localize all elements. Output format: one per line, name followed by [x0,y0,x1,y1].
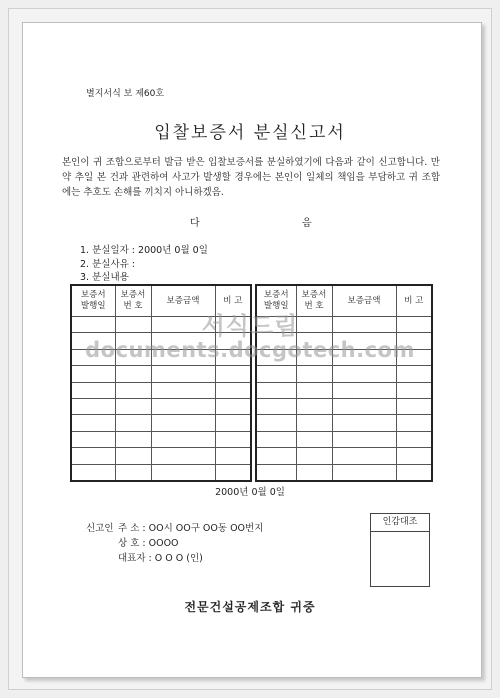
table-row [256,448,432,464]
table-cell [256,382,296,398]
table-cell [151,382,215,398]
table-cell [396,382,432,398]
table-cell [215,382,251,398]
header-remarks: 비 고 [215,285,251,317]
loss-date-item: 1. 분실일자 : 2000년 0월 0일 [80,245,208,256]
table-row [71,398,251,414]
table-row [71,415,251,431]
table-cell [215,398,251,414]
table-cell [332,415,396,431]
table-row [256,431,432,447]
table-row [71,431,251,447]
table-cell [71,382,115,398]
table-cell [115,398,151,414]
reporter-trade-name: 상 호 : OOOO [118,538,179,549]
table-cell [296,398,332,414]
table-cell [296,382,332,398]
table-row [71,448,251,464]
table-cell [215,431,251,447]
table-cell [151,448,215,464]
table-row [256,464,432,481]
table-cell [396,398,432,414]
table-cell [396,431,432,447]
reporter-representative: 대표자 : O O O (인) [118,553,203,564]
table-cell [115,448,151,464]
table-cell [396,415,432,431]
section-heading-eum: 음 [302,218,312,229]
header-guarantee-amount: 보증금액 [151,285,215,317]
table-cell [256,448,296,464]
table-cell [71,398,115,414]
table-cell [151,431,215,447]
table-cell [332,431,396,447]
table-row [71,366,251,382]
table-row [256,398,432,414]
table-cell [71,448,115,464]
header-remarks: 비 고 [396,285,432,317]
table-row [71,464,251,481]
table-cell [396,448,432,464]
header-issue-date: 보증서 발행일 [256,285,296,317]
table-row [256,366,432,382]
table-cell [256,366,296,382]
table-cell [332,464,396,481]
table-cell [215,415,251,431]
table-row [256,415,432,431]
seal-verification-box [370,513,430,587]
section-heading-da: 다 [190,218,200,229]
header-issue-date: 보증서 발행일 [71,285,115,317]
table-cell [115,415,151,431]
table-cell [256,415,296,431]
table-cell [332,448,396,464]
table-cell [71,415,115,431]
table-cell [332,382,396,398]
table-cell [256,464,296,481]
table-cell [396,366,432,382]
table-cell [215,464,251,481]
table-cell [115,431,151,447]
document-title: 입찰보증서 분실신고서 [154,123,346,143]
table-cell [296,464,332,481]
header-guarantee-amount: 보증금액 [332,285,396,317]
table-cell [296,366,332,382]
loss-reason-item: 2. 분실사유 : [80,259,136,270]
table-cell [296,415,332,431]
table-cell [71,366,115,382]
table-cell [256,431,296,447]
report-date: 2000년 0월 0일 [215,487,285,498]
loss-details-item: 3. 분실내용 [80,272,129,283]
reporter-address: 주 소 : OO시 OO구 OO동 OO번지 [118,523,264,534]
table-cell [71,431,115,447]
table-cell [151,415,215,431]
header-certificate-number: 보증서 번 호 [115,285,151,317]
table-cell [151,464,215,481]
table-cell [256,398,296,414]
table-cell [332,398,396,414]
watermark-brand: 서식드림 [201,312,299,340]
declaration-text: 본인이 귀 조합으로부터 발급 받은 입찰보증서를 분실하였기에 다음과 같이 신고합니다. 만약 추일 본 건과 관련하여 사고가 발생할 경우에는 본인이 일체의 책임을 부담하고 귀 조합에는 추호도 손해를 끼치지 아니하겠음. [62,157,440,198]
table-row [71,382,251,398]
watermark-url: documents.docgotech.com [85,338,415,362]
table-cell [296,431,332,447]
form-number: 별지서식 보 제60호 [86,89,165,99]
table-cell [115,366,151,382]
table-cell [215,448,251,464]
table-cell [151,398,215,414]
table-row [256,382,432,398]
table-cell [115,464,151,481]
reporter-label: 신고인 [86,523,114,534]
table-cell [332,366,396,382]
table-cell [296,448,332,464]
table-cell [151,366,215,382]
table-cell [215,366,251,382]
seal-verification-label: 인감대조 [371,514,429,532]
header-certificate-number: 보증서 번 호 [296,285,332,317]
table-cell [71,464,115,481]
addressee: 전문건설공제조합 귀중 [184,600,316,614]
table-cell [396,464,432,481]
table-cell [115,382,151,398]
